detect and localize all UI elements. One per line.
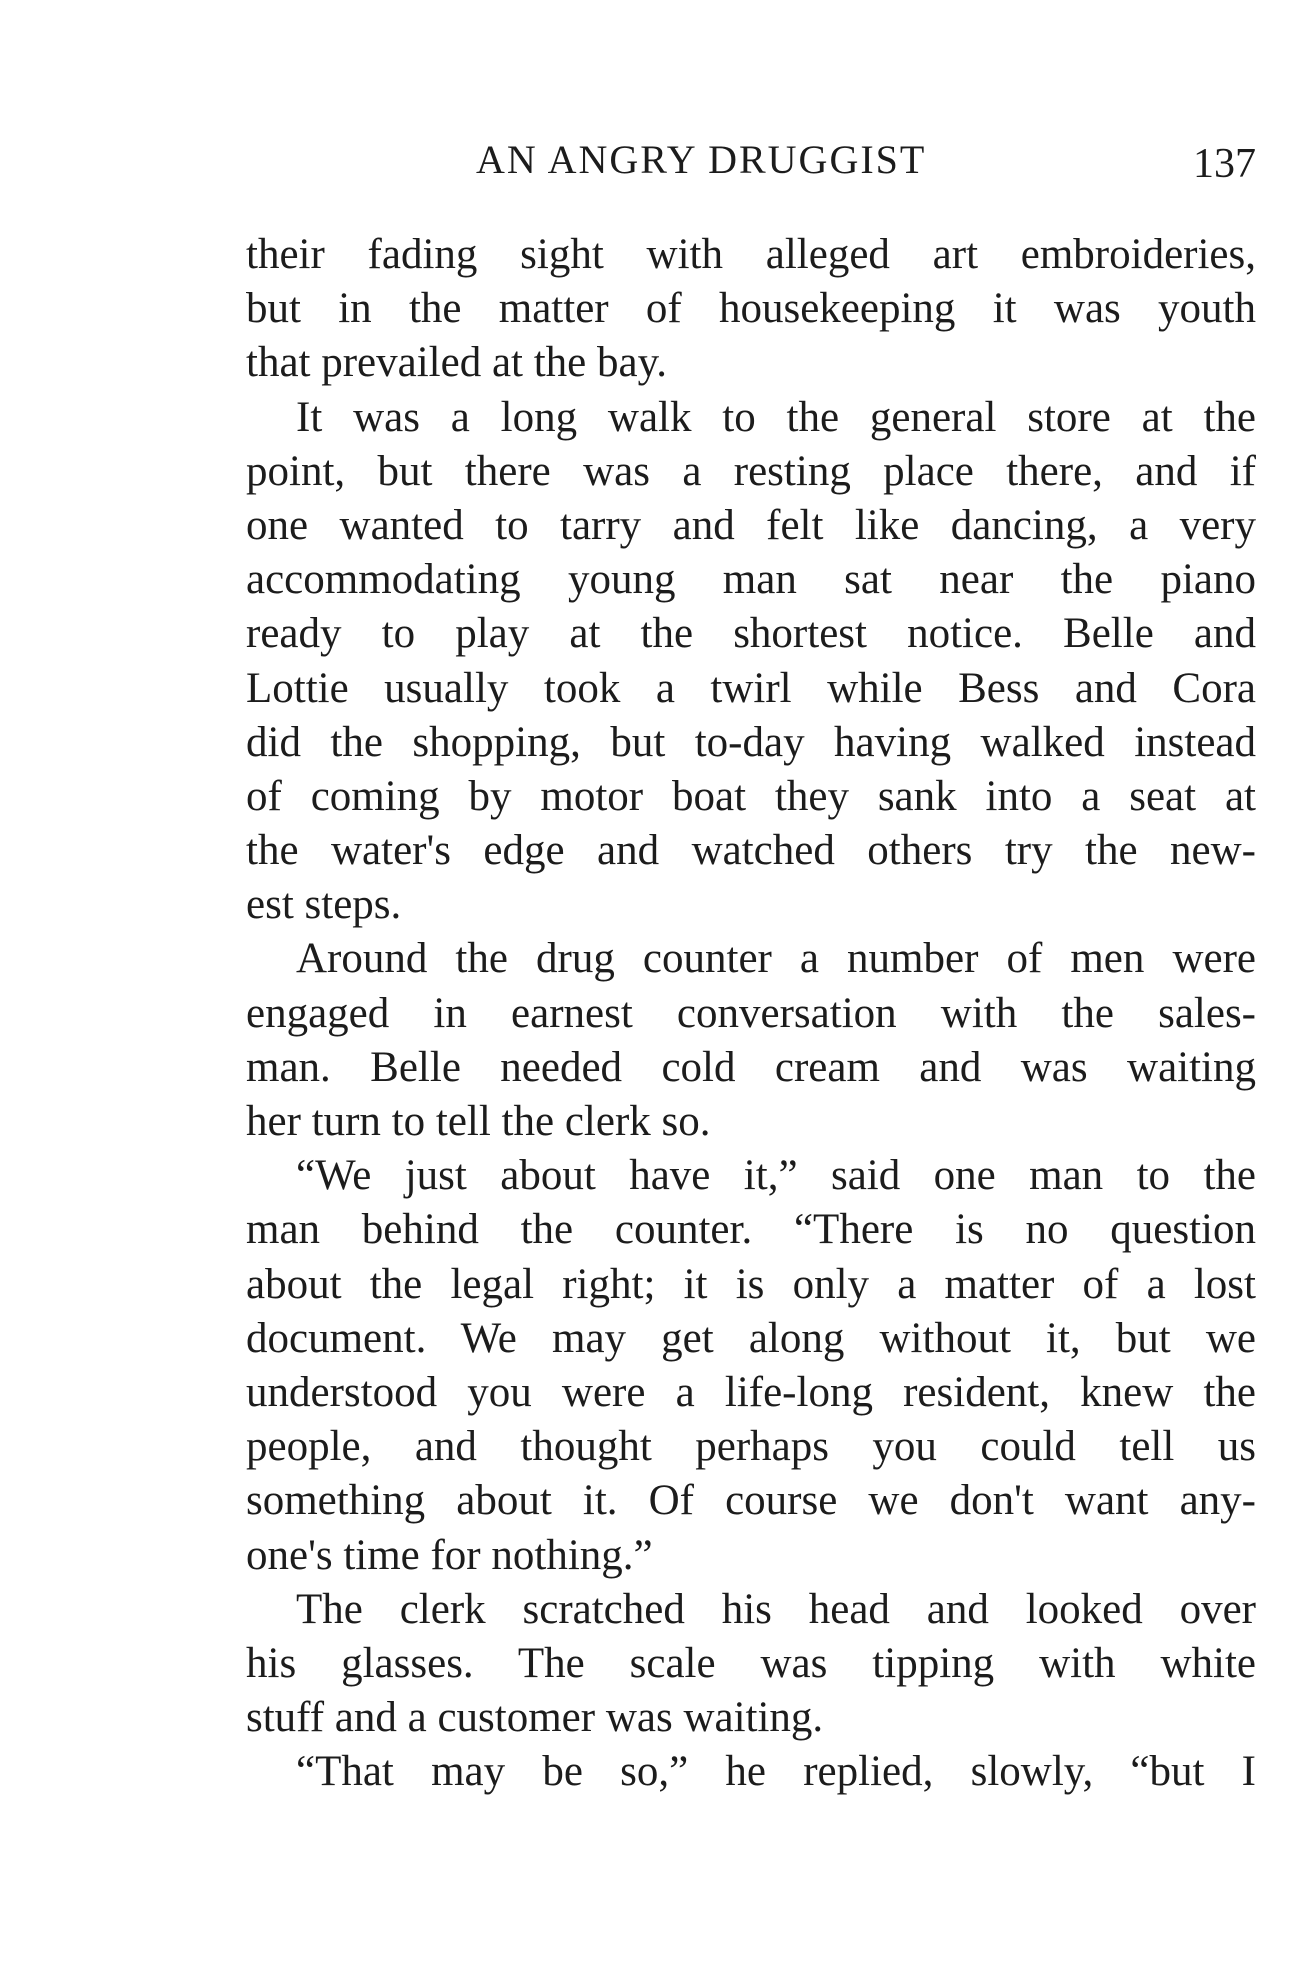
paragraph	[246, 1583, 1256, 1746]
text-line: of coming by motor boat they sank into a seat at	[246, 772, 1256, 820]
text-line: Around the drug counter a number of men were	[296, 935, 1256, 983]
text-line: their fading sight with alleged art embroideries,	[246, 231, 1256, 278]
chapter-title: AN ANGRY DRUGGIST	[476, 137, 927, 182]
paragraph	[246, 932, 1256, 1149]
paragraph	[246, 1149, 1256, 1583]
text-line: something about it. Of course we don't want any-	[246, 1477, 1256, 1525]
text-line: did the shopping, but to-day having walked instead	[246, 718, 1256, 766]
text-line: point, but there was a resting place there, and if	[246, 447, 1256, 495]
text-line: that prevailed at the bay.	[246, 339, 668, 387]
text-line: document. We may get along without it, but we	[246, 1314, 1256, 1362]
text-line: one's time for nothing.”	[246, 1531, 653, 1579]
text-line: one wanted to tarry and felt like dancing, a very	[246, 501, 1256, 549]
text-line: ready to play at the shortest notice. Belle and	[246, 610, 1256, 658]
text-line: about the legal right; it is only a matter of a lost	[246, 1260, 1256, 1308]
text-line: Lottie usually took a twirl while Bess and Cora	[246, 664, 1256, 712]
text-line: accommodating young man sat near the piano	[246, 556, 1256, 604]
body-text	[246, 228, 1256, 1799]
paragraph	[246, 228, 1256, 391]
text-line: the water's edge and watched others try the new-	[246, 827, 1256, 875]
text-line: “That may be so,” he replied, slowly, “but I	[296, 1748, 1256, 1796]
text-line: est steps.	[246, 881, 402, 929]
running-head	[246, 136, 1256, 196]
text-line: It was a long walk to the general store at the	[296, 393, 1256, 441]
text-line: but in the matter of housekeeping it was youth	[246, 285, 1256, 333]
paragraph	[246, 1745, 1256, 1799]
text-line: understood you were a life-long resident, knew the	[246, 1368, 1256, 1416]
page-number: 137	[1193, 141, 1256, 187]
text-line: man. Belle needed cold cream and was waiting	[246, 1043, 1256, 1091]
text-line: stuff and a customer was waiting.	[246, 1694, 824, 1742]
text-line: engaged in earnest conversation with the sales-	[246, 989, 1256, 1037]
text-line: people, and thought perhaps you could tell us	[246, 1423, 1256, 1471]
text-line: his glasses. The scale was tipping with white	[246, 1639, 1256, 1687]
text-line: The clerk scratched his head and looked over	[296, 1585, 1256, 1633]
paragraph	[246, 391, 1256, 933]
text-line: “We just about have it,” said one man to the	[296, 1152, 1256, 1200]
text-line: man behind the counter. “There is no question	[246, 1206, 1256, 1254]
text-line: her turn to tell the clerk so.	[246, 1098, 711, 1145]
